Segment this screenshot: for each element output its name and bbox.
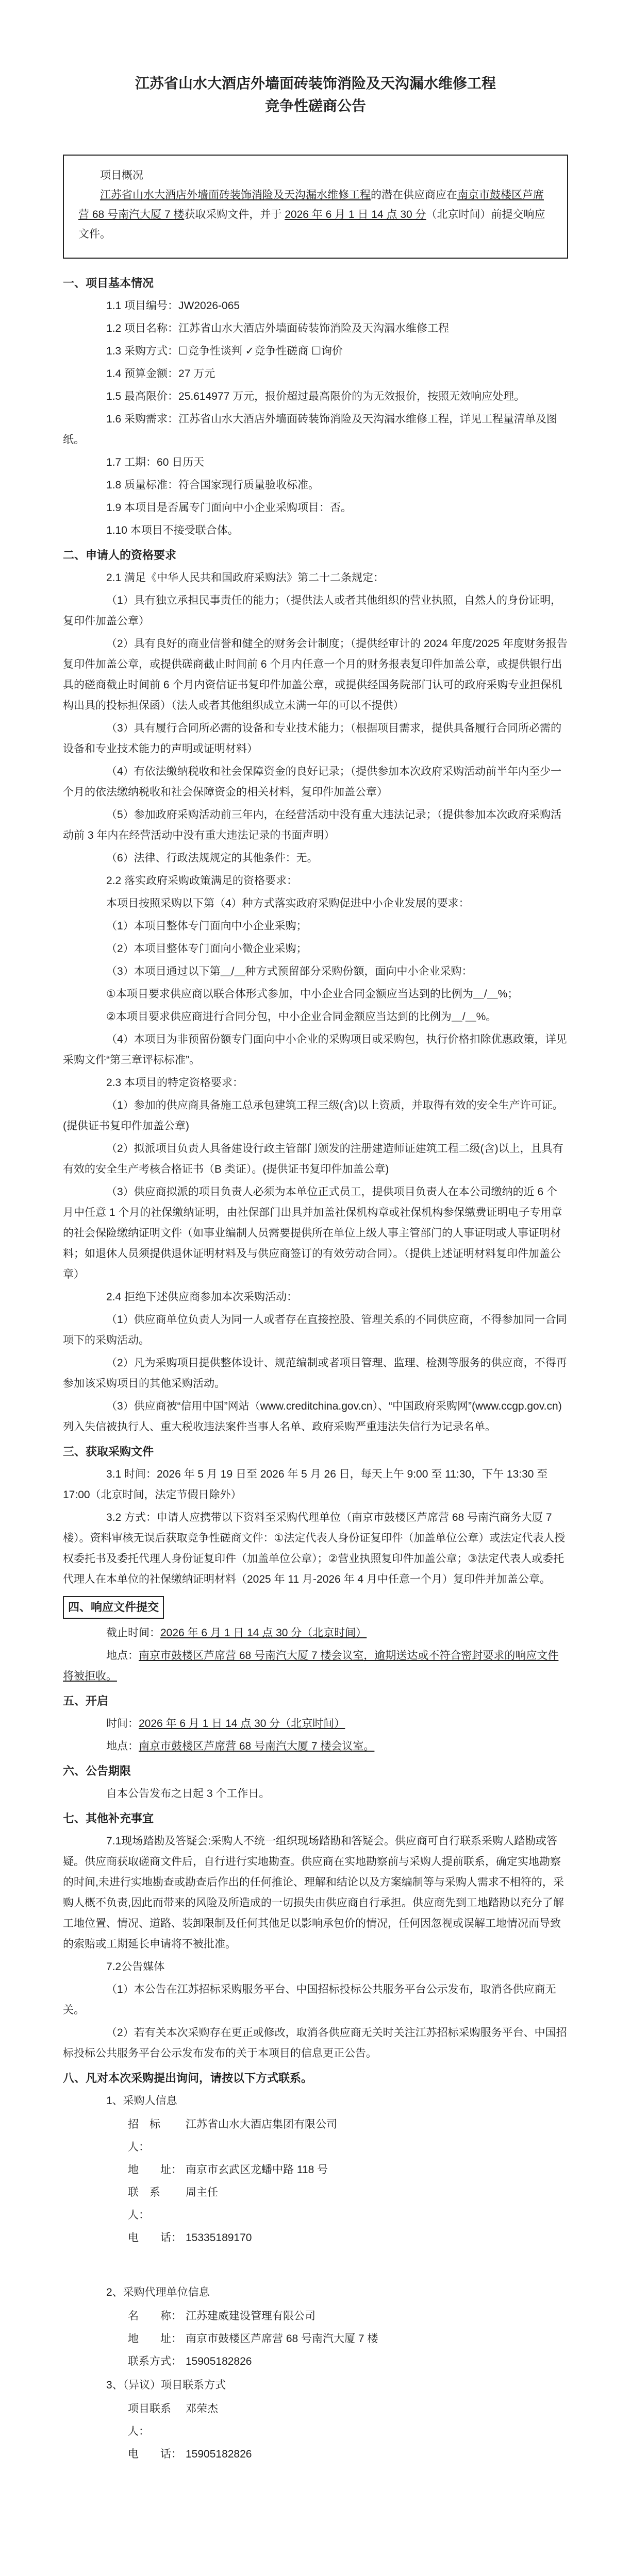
submit-place [63,1646,568,1687]
contact-value: 江苏省山水大酒店集团有限公司 [186,2119,337,2130]
other-item: （1）本公告在江苏招标采购服务平台、中国招标投标公共服务平台公示发布，取消各供应商无关。 [63,1984,556,2016]
qual-item: 2.1 满足《中华人民共和国政府采购法》第二十二条规定： [106,572,385,584]
qual-item: ②本项目要求供应商进行合同分包，中小企业合同金额应当达到的比例为＿/＿%。 [106,1011,497,1023]
open-place-value: 南京市鼓楼区芦席营 68 号南汽大厦 7 楼会议室。 [139,1740,375,1752]
contact-group-title: 2、采购代理单位信息 [106,2286,210,2298]
contact-row [63,2113,568,2159]
contact-key: 地 址： [128,2333,182,2345]
other-item: 7.1现场踏勘及答疑会:采购人不统一组织现场踏勘和答疑会。供应商可自行联系采购人踏勘或答疑。供应商获取磋商文件后，自行进行实地勘查。供应商在实地勘察前与采购人提前联系，确定实地勘察的时间,未进行实地勘查或勘查后作出的任何推论、理解和结论以及方案编制等与采购人需求不相符的，采购人概不负责,因此而带来的风险及所造成的一切损失由供应商自行承担。供应商先到工地踏勘以充分了解工地位置、情况、道路、装卸限制及任何其他足以影响承包价的情况，任何因忽视或误解工地情况而导致的索赔或工期延长申请将不被批准。 [63,1835,564,1950]
contact-key: 名 称： [128,2310,182,2322]
qual-item: 本项目按照采购以下第（4）种方式落实政府采购促进中小企业发展的要求： [106,897,470,909]
overview-text-end: （北京时间）前提交响应文件。 [78,209,545,240]
contact-row [63,2398,568,2443]
qual-item: （3）本项目通过以下第＿/＿种方式预留部分采购份额，面向中小企业采购： [106,965,473,977]
qual-item: （1）供应商单位负责人为同一人或者存在直接控股、管理关系的不同供应商，不得参加同一合同项下的采购活动。 [63,1314,567,1346]
project-overview-box [63,155,568,259]
period-text: 自本公告发布之日起 3 个工作日。 [106,1788,270,1800]
spacer [63,2249,568,2280]
obtain-item: 3.2 方式：申请人应携带以下资料至采购代理单位（南京市鼓楼区芦席营 68 号南汽商务大厦 7 楼）。资料审核无误后获取竞争性磋商文件：①法定代表人身份证复印件（加盖单位公章）或法定代表人授权委托书及委托代理人身份证复印件（加盖单位公章）；②营业执照复印件加盖公章；③法定代表人或委托代理人在本单位的社保缴纳证明材料（2025 年 11 月-2026 年 4 月中任意一个月）复印件并加盖公章。 [63,1512,566,1585]
contact-key: 联系方式： [128,2355,182,2367]
qual-item: （4）有依法缴纳税收和社会保障资金的良好记录；（提供参加本次政府采购活动前半年内至少一个月的依法缴纳税收和社会保障资金的相关材料，复印件加盖公章） [63,766,562,798]
qual-item: （2）具有良好的商业信誉和健全的财务会计制度；（提供经审计的 2024 年度/2025 年度财务报告复印件加盖公章，或提供磋商截止时间前 6 个月内任意一个月的财务报表复印件加盖公章，或提供银行出具的磋商截止时间前 6 个月内资信证书复印件加盖公章，或提供经国务院部门认可的政府采购专业担保机构出具的投标担保函）（法人或者其他组织成立未满一年的可以不提供） [63,638,568,711]
qual-item: （3）供应商拟派的项目负责人必须为本单位正式员工，提供项目负责人在本公司缴纳的近 6 个月中任意 1 个月的社保缴纳证明，由社保部门出具并加盖社保机构章或社保机构参保缴费证明电子专用章的社会保险缴纳证明文件（如事业编制人员需要提供所在单位上级人事主管部门的人事证明或人事证明材料；如退休人员须提供退休证明材料及与供应商签订的有效劳动合同）。（提供上述证明材料复印件加盖公章） [63,1186,562,1280]
overview-body [78,185,553,244]
submit-place-suffix: ，逾期送达或不符合密封要求的响应文件将被拒收。 [63,1650,559,1682]
contact-key: 电 话： [128,2232,182,2244]
basic-item: 1.7 工期：60 日历天 [106,456,205,468]
qual-item: （6）法律、行政法规规定的其他条件：无。 [106,852,318,864]
basic-item: 1.1 项目编号：JW2026-065 [106,300,240,312]
contact-row [63,2443,568,2466]
other-item: （2）若有关本次采购存在更正或修改，取消各供应商无关时关注江苏招标采购服务平台、中国招标投标公共服务平台公示发布发布的关于本项目的信息更正公告。 [63,2027,567,2059]
open-place [63,1736,568,1757]
contact-key: 招 标 人： [128,2119,171,2153]
section-qualification-heading: 二、申请人的资格要求 [63,549,177,562]
qual-item: 2.3 本项目的特定资格要求： [106,1077,244,1089]
contact-value: 15905182826 [186,2448,252,2460]
contact-key: 项目联系人： [128,2403,171,2437]
contact-value: 南京市鼓楼区芦席营 68 号南汽大厦 7 楼 [186,2333,378,2345]
qual-item: （1）本项目整体专门面向中小企业采购； [106,920,307,932]
overview-text-mid2: 获取采购文件，并于 [184,209,285,221]
overview-label: 项目概况 [100,170,143,181]
section-submission-heading: 四、响应文件提交 [63,1596,164,1619]
contact-row [63,2305,568,2328]
qual-item: （1）具有独立承担民事责任的能力；（提供法人或者其他组织的营业执照，自然人的身份证明，复印件加盖公章） [63,595,562,627]
contact-row [63,2159,568,2181]
basic-item: 1.8 质量标准：符合国家现行质量验收标准。 [106,479,320,491]
qual-item: （2）本项目整体专门面向小微企业采购； [106,943,307,955]
overview-deadline: 2026 年 6 月 1 日 14 点 30 分 [285,209,426,221]
basic-item: 1.9 本项目是否属专门面向中小企业采购项目：否。 [106,502,352,514]
submit-deadline-value: 2026 年 6 月 1 日 14 点 30 分（北京时间） [160,1627,367,1639]
section-contact-heading: 八、凡对本次采购提出询问，请按以下方式联系。 [63,2072,313,2084]
qual-item: 2.4 拒绝下述供应商参加本次采购活动： [106,1291,298,1303]
contact-group-title: 1、采购人信息 [106,2095,177,2107]
open-time [63,1714,568,1734]
other-item: 7.2公告媒体 [106,1961,165,1973]
overview-project-name: 江苏省山水大酒店外墙面砖装饰消险及天沟漏水维修工程 [100,189,371,201]
basic-item: 1.2 项目名称：江苏省山水大酒店外墙面砖装饰消险及天沟漏水维修工程 [106,323,450,334]
submit-deadline-label: 截止时间： [106,1627,160,1639]
announcement-type: 竞争性磋商公告 [264,98,366,114]
project-title: 江苏省山水大酒店外墙面砖装饰消险及天沟漏水维修工程 [135,75,496,91]
qual-item: （1）参加的供应商具备施工总承包建筑工程三级(含)以上资质，并取得有效的安全生产许可证。(提供证书复印件加盖公章) [63,1099,563,1132]
contact-value: 周主任 [186,2187,218,2198]
section-obtain-docs-heading: 三、获取采购文件 [63,1445,154,1458]
basic-item: 1.6 采购需求：江苏省山水大酒店外墙面砖装饰消险及天沟漏水维修工程，详见工程量清单及图纸。 [63,413,558,446]
qual-item: （5）参加政府采购活动前三年内，在经营活动中没有重大违法记录；（提供参加本次政府采购活动前 3 年内在经营活动中没有重大违法记录的书面声明） [63,809,562,841]
contact-value: 15905182826 [186,2355,252,2367]
contact-row [63,2181,568,2227]
contact-value: 南京市玄武区龙蟠中路 118 号 [186,2164,328,2176]
qual-item: （3）具有履行合同所必需的设备和专业技术能力；（根据项目需求，提供具备履行合同所必需的设备和专业技术能力的声明或证明材料） [63,722,562,755]
basic-item: 1.4 预算金额：27 万元 [106,368,215,380]
qual-item: （4）本项目为非预留份额专门面向中小企业的采购项目或采购包，执行价格扣除优惠政策，详见采购文件“第三章评标标准”。 [63,1033,567,1066]
contact-key: 地 址： [128,2164,182,2176]
contact-value: 邓荣杰 [186,2403,218,2415]
section-period-heading: 六、公告期限 [63,1765,131,1777]
contact-key: 电 话： [128,2448,182,2460]
qual-item: ①本项目要求供应商以联合体形式参加，中小企业合同金额应当达到的比例为＿/＿%； [106,988,519,1000]
contact-row [63,2350,568,2373]
section-basic-info-heading: 一、项目基本情况 [63,277,154,290]
contact-row [63,2227,568,2249]
basic-item: 1.5 最高限价：25.614977 万元，报价超过最高限价的为无效报价，按照无效响应处理。 [106,391,525,402]
overview-text-mid1: 的潜在供应商应在 [371,189,457,201]
contact-group-title: 3、（异议）项目联系方式 [106,2379,226,2391]
qual-item: （3）供应商被“信用中国”网站（www.creditchina.gov.cn）、“中国政府采购网”(www.ccgp.gov.cn)列入失信被执行人、重大税收违法案件当事人名单、政府采购严重违法失信行为记录名单。 [63,1400,562,1433]
overview-location: 南京市鼓楼区芦席营 68 号南汽大厦 7 楼 [78,189,544,221]
submit-deadline [63,1623,568,1643]
section-opening-heading: 五、开启 [63,1694,109,1707]
basic-item: 1.10 本项目不接受联合体。 [106,524,239,536]
title-block [63,72,568,117]
contact-value: 江苏建威建设管理有限公司 [186,2310,315,2322]
qual-item: （2）凡为采购项目提供整体设计、规范编制或者项目管理、监理、检测等服务的供应商，不得再参加该采购项目的其他采购活动。 [63,1357,567,1389]
obtain-item: 3.1 时间：2026 年 5 月 19 日至 2026 年 5 月 26 日，每天上午 9:00 至 11:30，下午 13:30 至 17:00（北京时间，法定节假日除外） [63,1468,548,1501]
basic-item: 1.3 采购方式：☐竞争性谈判 ✓竞争性磋商 ☐询价 [106,345,343,357]
contact-value: 15335189170 [186,2232,252,2244]
open-time-value: 2026 年 6 月 1 日 14 点 30 分（北京时间） [139,1718,345,1730]
contact-row [63,2328,568,2350]
submit-place-label: 地点： [106,1650,139,1662]
contact-key: 联 系 人： [128,2187,171,2221]
submit-place-value: 南京市鼓楼区芦席营 68 号南汽大厦 7 楼会议室 [139,1650,364,1662]
qual-item: 2.2 落实政府采购政策满足的资格要求： [106,875,298,887]
open-place-label: 地点： [106,1740,139,1752]
section-other-heading: 七、其他补充事宜 [63,1812,154,1825]
qual-item: （2）拟派项目负责人具备建设行政主管部门颁发的注册建造师证建筑工程二级(含)以上，且具有有效的安全生产考核合格证书（B 类证）。(提供证书复印件加盖公章) [63,1143,563,1175]
open-time-label: 时间： [106,1718,139,1730]
